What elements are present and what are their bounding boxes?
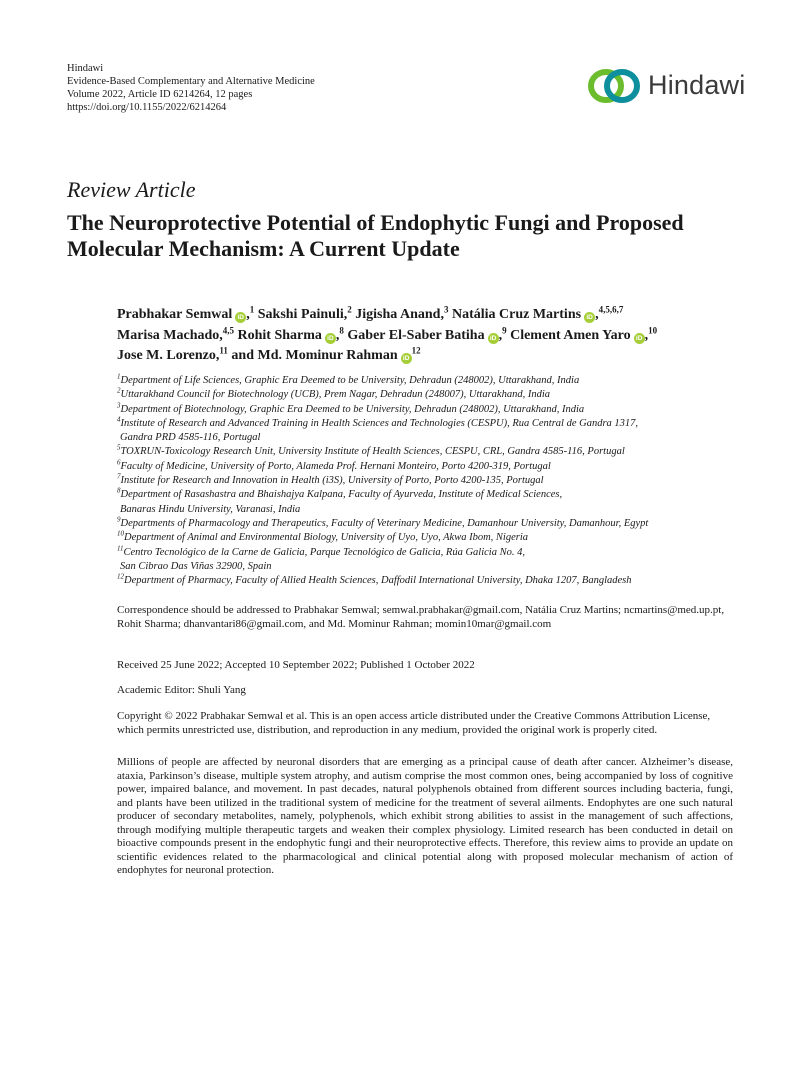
orcid-icon[interactable]: iD: [325, 333, 336, 344]
orcid-icon[interactable]: iD: [488, 333, 499, 344]
affiliation-text: Departments of Pharmacology and Therapeutics, Faculty of Veterinary Medicine, Damanhour University, Damanhour, Egypt: [120, 517, 649, 529]
affiliation: [117, 488, 757, 502]
affiliation-continuation: [117, 431, 757, 445]
affiliation-text: Faculty of Medicine, University of Porto, Alameda Prof. Hernani Monteiro, Porto 4200-319, Portugal: [120, 460, 551, 472]
author-name: Clement Amen Yaro: [510, 327, 631, 343]
author: Marisa Machado,$^{4,5}$: [117, 324, 235, 343]
author-affiliation-ref: 2: [347, 304, 352, 315]
affiliation-text: Institute of Research and Advanced Training in Health Sciences and Technologies (CESPU), Rua Central de Gandra 1317,: [120, 417, 639, 429]
author: Sakshi Painuli,$^2$: [257, 304, 352, 322]
author-affiliation-ref: 8: [339, 324, 344, 335]
affiliation-text: Gandra PRD 4585-116, Portugal: [120, 432, 261, 444]
affiliation-text: San Cibrao Das Viñas 32900, Spain: [120, 560, 272, 572]
journal-name: Evidence-Based Complementary and Alternative Medicine: [67, 76, 315, 87]
author-name: Marisa Machado: [117, 327, 220, 343]
affiliation-continuation: [117, 560, 757, 574]
affiliation-continuation: [117, 503, 757, 517]
author-affiliation-ref: 4,5: [222, 324, 235, 335]
author-affiliation-ref: 1: [249, 304, 255, 315]
affiliation: [117, 417, 757, 431]
author: Natália Cruz Martins iD ,$^{4,5,6,7}$: [451, 304, 624, 322]
author-connector: and: [231, 348, 258, 363]
affiliation-text: Institute for Research and Innovation in Health (i3S), University of Porto, Porto 4200-135, Portugal: [120, 475, 544, 487]
affiliation: [117, 403, 757, 417]
journal-info: [67, 62, 315, 114]
academic-editor: Academic Editor: Shuli Yang: [117, 684, 246, 696]
author-name: Rohit Sharma: [237, 327, 322, 343]
affiliation-text: TOXRUN-Toxicology Research Unit, University Institute of Health Sciences, CESPU, CRL, Gandra 4585-116, Portugal: [120, 446, 625, 458]
author-name: Jigisha Anand: [355, 307, 441, 322]
affiliation-number: 3: [117, 401, 121, 410]
affiliation-text: Uttarakhand Council for Biotechnology (UCB), Prem Nagar, Dehradun (248007), Uttarakhand, India: [120, 389, 550, 401]
affiliation-number: 11: [117, 544, 124, 553]
author-affiliation-ref: 12: [411, 345, 421, 356]
author-affiliation-ref: 9: [502, 324, 507, 335]
hindawi-logo-icon: [585, 62, 645, 110]
author-name: Sakshi Painuli: [257, 307, 344, 322]
affiliation: [117, 374, 757, 388]
orcid-icon[interactable]: iD: [584, 312, 595, 323]
affiliation-text: Department of Biotechnology, Graphic Era Deemed to be University, Dehradun (248002), Uttarakhand, India: [120, 403, 585, 415]
correspondence: Correspondence should be addressed to Prabhakar Semwal; semwal.prabhakar@gmail.com, Natália Cruz Martins; ncmartins@med.up.pt, Rohit Sharma; dhanvantari86@gmail.com, and Md. Mominur Rahman; momin10mar@gmail.com: [117, 604, 725, 631]
affiliation: [117, 445, 757, 459]
author-name: Natália Cruz Martins: [451, 307, 582, 322]
volume-line: Volume 2022, Article ID 6214264, 12 pages: [67, 89, 253, 100]
affiliation-number: 2: [117, 386, 121, 395]
affiliation-text: Banaras Hindu University, Varanasi, India: [120, 503, 301, 515]
copyright-notice: Copyright © 2022 Prabhakar Semwal et al. This is an open access article distributed under the Creative Commons Attribution License, which permits unrestricted use, distribution, and reproduction in any medium, provided the original work is properly cited.: [117, 710, 711, 737]
hindawi-logo: [585, 62, 745, 110]
affiliation-text: Centro Tecnológico de la Carne de Galicia, Parque Tecnológico de Galicia, Rúa Galicia No. 4,: [123, 546, 525, 558]
affiliation: [117, 388, 757, 402]
affiliation: [117, 517, 757, 531]
orcid-icon[interactable]: iD: [235, 312, 246, 323]
orcid-icon[interactable]: iD: [634, 333, 645, 344]
author-affiliation-ref: 3: [443, 304, 449, 315]
author-affiliation-ref: 4,5,6,7: [598, 304, 624, 315]
affiliation-number: 10: [117, 529, 124, 538]
publisher-name: Hindawi: [67, 63, 104, 74]
author-name: Prabhakar Semwal: [117, 307, 233, 322]
affiliation-number: 8: [117, 486, 121, 495]
publication-dates: Received 25 June 2022; Accepted 10 September 2022; Published 1 October 2022: [117, 659, 475, 671]
author: Rohit Sharma iD ,$^8$: [237, 324, 344, 343]
author-name: Gaber El-Saber Batiha: [347, 327, 485, 343]
affiliation-number: 9: [117, 515, 121, 524]
affiliation: [117, 460, 757, 474]
author-affiliation-ref: 10: [648, 324, 658, 335]
affiliation: [117, 546, 757, 560]
orcid-icon[interactable]: iD: [401, 353, 412, 364]
affiliation: [117, 574, 757, 588]
author: Clement Amen Yaro iD ,$^{10}$: [510, 324, 658, 343]
affiliation: [117, 474, 757, 488]
hindawi-logo-text: Hindawi: [648, 70, 746, 100]
author: Gaber El-Saber Batiha iD ,$^9$: [347, 324, 507, 343]
author-name: Jose M. Lorenzo: [117, 348, 216, 363]
affiliation-number: 5: [117, 443, 121, 452]
abstract: Millions of people are affected by neuronal disorders that are emerging as a principal cause of death after cancer. Alzheimer’s disease, ataxia, Parkinson’s disease, multiple system atrophy, and autism comprise the most common ones, being accompanied by loss of cognitive power, impaired balance, and movement. In past decades, natural polyphenols obtained from different sources including bacteria, fungi, and plants have been utilized in the traditional system of medicine for the treatment of several ailments. Endophytes are one such natural producer of secondary metabolites, namely, polyphenols, which exhibit strong abilities to assist in the management of such affections, through modifying multiple therapeutic targets and weaken their complex physiology. Limited research has been conducted in detail on bioactive compounds present in the endophytic fungi and their neuroprotective effects. Therefore, this review aims to provide an update on scientific evidences related to the pharmacological and clinical potential along with proposed molecular mechanism of action of endophytes for neuronal protection.: [117, 756, 733, 876]
author-affiliation-ref: 11: [219, 345, 228, 356]
article-type: Review Article: [67, 177, 196, 202]
author-list: [117, 305, 757, 367]
affiliation-number: 1: [117, 372, 121, 381]
author: Prabhakar Semwal iD ,$^1$: [117, 304, 255, 322]
article-title: The Neuroprotective Potential of Endophytic Fungi and Proposed Molecular Mechanism: A Current Update: [67, 210, 684, 261]
affiliation-text: Department of Life Sciences, Graphic Era Deemed to be University, Dehradun (248002), Uttarakhand, India: [120, 375, 580, 386]
affiliation-text: Department of Animal and Environmental Biology, University of Uyo, Uyo, Akwa Ibom, Nigeria: [124, 532, 529, 544]
affiliation-list: [117, 374, 757, 588]
author: [231, 345, 421, 363]
affiliation-number: 4: [117, 415, 121, 424]
affiliation-text: Department of Pharmacy, Faculty of Allied Health Sciences, Daffodil International University, Dhaka 1207, Bangladesh: [124, 575, 632, 587]
author: Jose M. Lorenzo,$^{11}$: [117, 345, 228, 363]
affiliation-text: Department of Rasashastra and Bhaishajya Kalpana, Faculty of Ayurveda, Institute of Medical Sciences,: [120, 489, 563, 501]
affiliation-number: 12: [117, 572, 124, 581]
affiliation: [117, 531, 757, 545]
author-name: Md. Mominur Rahman: [257, 348, 398, 363]
affiliation-number: 7: [117, 472, 121, 481]
doi-link[interactable]: https://doi.org/10.1155/2022/6214264: [67, 102, 227, 113]
author: Jigisha Anand,$^3$: [355, 304, 449, 322]
affiliation-number: 6: [117, 458, 121, 467]
